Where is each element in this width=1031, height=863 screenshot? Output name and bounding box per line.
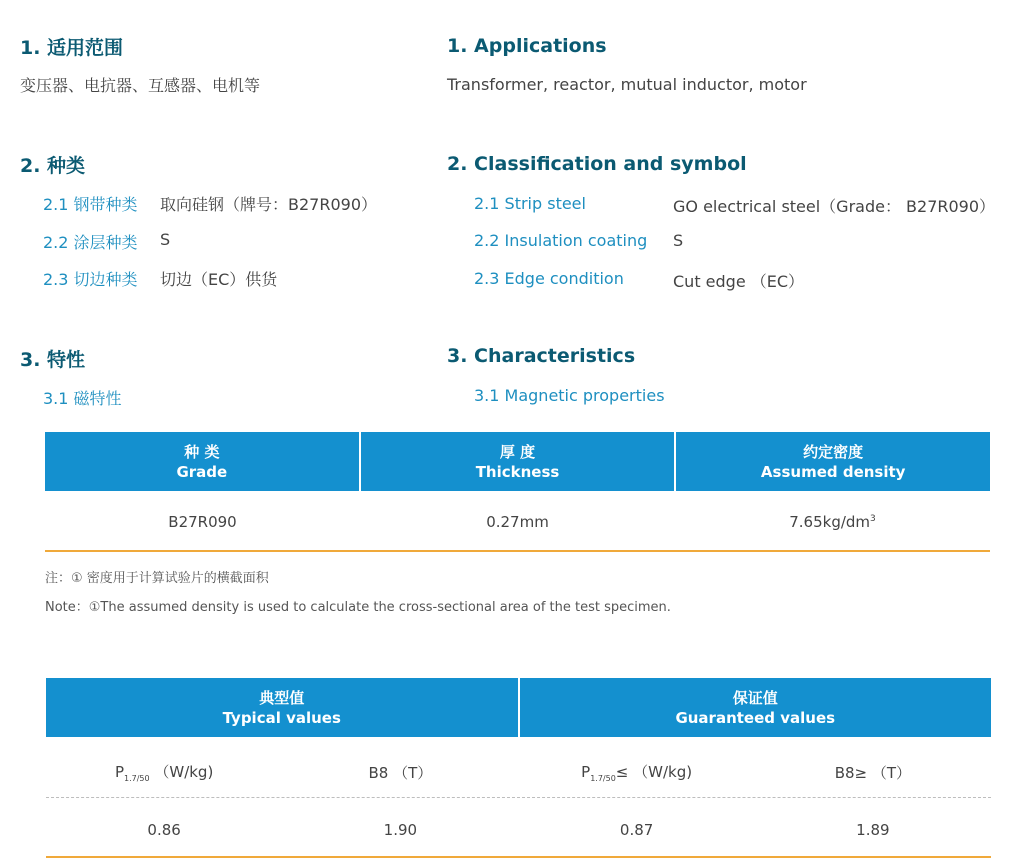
header-guaranteed (518, 678, 992, 737)
subheader-typical-loss-unit: （W/kg) (149, 763, 214, 781)
en-magnetic-subtitle: 3.1 Magnetic properties (474, 386, 665, 405)
subheader-divider (46, 797, 991, 798)
en-item-strip-label: 2.1 Strip steel (474, 194, 586, 213)
table2-bottom-rule (46, 856, 991, 858)
grade-table-header (45, 432, 990, 491)
header-thickness-cn: 厚 度 (499, 442, 536, 461)
subheader-typical-b8-main: B8 （T） (368, 763, 433, 782)
en-item-coating-value: S (673, 231, 684, 250)
subheader-guaranteed-loss (519, 761, 755, 783)
value-guaranteed-b8: 1.89 (856, 821, 890, 839)
subheader-guaranteed-b8 (755, 762, 991, 783)
note-cn: 注：① 密度用于计算试验片的横截面积 (45, 571, 269, 586)
en-item-edge-value: Cut edge （EC） (673, 272, 805, 291)
values-table-header (46, 678, 991, 737)
en-section3-title: 3. Characteristics (447, 345, 636, 367)
table1-bottom-rule (45, 550, 990, 552)
cell-density-sup: 3 (870, 514, 876, 524)
en-item-coating-label: 2.2 Insulation coating (474, 231, 648, 250)
cn-section1-body: 变压器、电抗器、互感器、电机等 (20, 76, 261, 95)
table-row (46, 815, 991, 845)
en-section1-body: Transformer, reactor, mutual inductor, motor (447, 75, 807, 94)
subheader-row (46, 757, 991, 787)
cn-section1-title: 1. 适用范围 (20, 37, 124, 59)
cn-section2-title: 2. 种类 (20, 155, 86, 177)
header-density-en: Assumed density (760, 462, 906, 481)
en-section1-title: 1. Applications (447, 35, 607, 57)
subheader-typical-loss (46, 761, 282, 783)
header-typical-en: Typical values (222, 708, 341, 727)
header-thickness-en: Thickness (475, 462, 560, 481)
header-grade-cn: 种 类 (184, 442, 220, 461)
subheader-guaranteed-loss-main: P (581, 763, 591, 781)
en-item-edge-label: 2.3 Edge condition (474, 269, 624, 288)
header-guaranteed-en: Guaranteed values (675, 708, 836, 727)
value-typical-loss: 0.86 (147, 821, 181, 839)
cn-item-strip-label: 2.1 钢带种类 (43, 195, 138, 214)
table-row (45, 505, 990, 539)
note-en: Note：①The assumed density is used to calculate the cross-sectional area of the test specimen. (45, 600, 671, 615)
value-guaranteed-loss: 0.87 (619, 821, 654, 839)
header-grade (45, 432, 359, 491)
cn-section3-title: 3. 特性 (20, 349, 86, 371)
en-item-strip-value: GO electrical steel（Grade： B27R090） (673, 197, 996, 216)
cn-item-coating-value: S (160, 230, 171, 249)
subheader-guaranteed-loss-unit: ≤ （W/kg) (615, 763, 693, 781)
header-typical (46, 678, 518, 737)
header-density (674, 432, 990, 491)
cell-grade: B27R090 (168, 513, 237, 531)
cell-density-value: 7.65kg/dm (789, 513, 871, 531)
header-guaranteed-cn: 保证值 (732, 688, 778, 707)
cn-item-coating-label: 2.2 涂层种类 (43, 233, 138, 252)
cell-thickness: 0.27mm (486, 513, 549, 531)
subheader-typical-loss-main: P (114, 763, 124, 781)
header-grade-en: Grade (176, 462, 228, 481)
subheader-typical-b8 (282, 762, 518, 783)
subheader-guaranteed-loss-sub: 1.7/50 (590, 774, 616, 783)
value-typical-b8: 1.90 (383, 821, 418, 839)
cn-item-strip-value: 取向硅钢（牌号：B27R090） (160, 195, 377, 214)
en-section2-title: 2. Classification and symbol (447, 153, 747, 175)
cn-item-edge-value: 切边（EC）供货 (160, 270, 278, 289)
header-typical-cn: 典型值 (259, 688, 305, 707)
header-thickness (359, 432, 675, 491)
cn-item-edge-label: 2.3 切边种类 (43, 270, 138, 289)
cell-density (675, 513, 990, 531)
cn-magnetic-subtitle: 3.1 磁特性 (43, 389, 122, 408)
header-density-cn: 约定密度 (803, 442, 864, 461)
subheader-typical-loss-sub: 1.7/50 (123, 774, 150, 783)
subheader-guaranteed-b8-main: B8≥ （T） (834, 763, 912, 782)
